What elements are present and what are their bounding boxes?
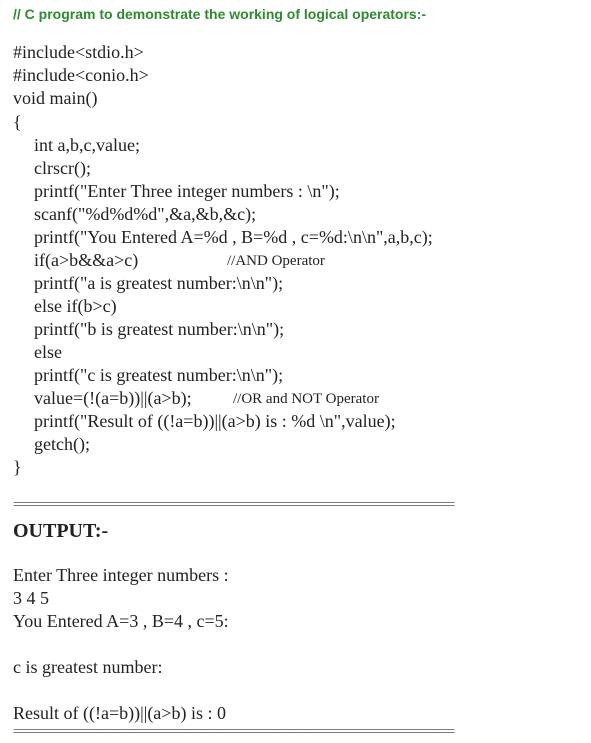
separator-line: ================================================================================ — [13, 497, 454, 511]
code-if-and-text: if(a>b&&a>c) — [34, 250, 139, 270]
code-line-include-stdio: #include<stdio.h> — [13, 42, 144, 62]
page-heading: // C program to demonstrate the working of logical operators:- — [13, 6, 427, 22]
output-line-entered: You Entered A=3 , B=4 , c=5: — [13, 611, 229, 631]
code-line-include-conio: #include<conio.h> — [13, 65, 149, 85]
output-heading: OUTPUT:- — [13, 520, 109, 542]
output-line-greatest: c is greatest number: — [13, 657, 163, 677]
code-value-text: value=(!(a=b))||(a>b); — [34, 388, 192, 408]
code-line-scanf: scanf("%d%d%d",&a,&b,&c); — [34, 204, 257, 224]
code-line-printf-c: printf("c is greatest number:\n\n"); — [34, 365, 284, 385]
code-line-printf-b: printf("b is greatest number:\n\n"); — [34, 319, 285, 339]
separator-line-bottom: ================================================================================ — [13, 724, 454, 738]
code-line-else: else — [34, 342, 62, 362]
output-line-input: 3 4 5 — [13, 588, 49, 608]
code-line-printf-prompt: printf("Enter Three integer numbers : \n"); — [34, 181, 340, 201]
code-line-else-if: else if(b>c) — [34, 296, 117, 316]
code-line-declaration: int a,b,c,value; — [34, 135, 140, 155]
code-line-printf-entered: printf("You Entered A=%d , B=%d , c=%d:\n\n",a,b,c); — [34, 227, 433, 247]
code-line-getch: getch(); — [34, 434, 90, 454]
output-line-prompt: Enter Three integer numbers : — [13, 565, 229, 585]
output-line-result: Result of ((!a=b))||(a>b) is : 0 — [13, 703, 226, 723]
code-line-close-brace: } — [13, 457, 22, 477]
code-line-printf-result: printf("Result of ((!a=b))||(a>b) is : %d \n",value); — [34, 411, 396, 431]
or-not-operator-comment: //OR and NOT Operator — [233, 391, 379, 407]
code-line-clrscr: clrscr(); — [34, 158, 91, 178]
code-line-if-and — [34, 249, 325, 271]
code-line-open-brace: { — [13, 112, 22, 132]
and-operator-comment: //AND Operator — [227, 253, 325, 269]
code-line-value-assign — [34, 387, 379, 409]
code-line-void-main: void main() — [13, 88, 98, 108]
code-line-printf-a: printf("a is greatest number:\n\n"); — [34, 273, 284, 293]
